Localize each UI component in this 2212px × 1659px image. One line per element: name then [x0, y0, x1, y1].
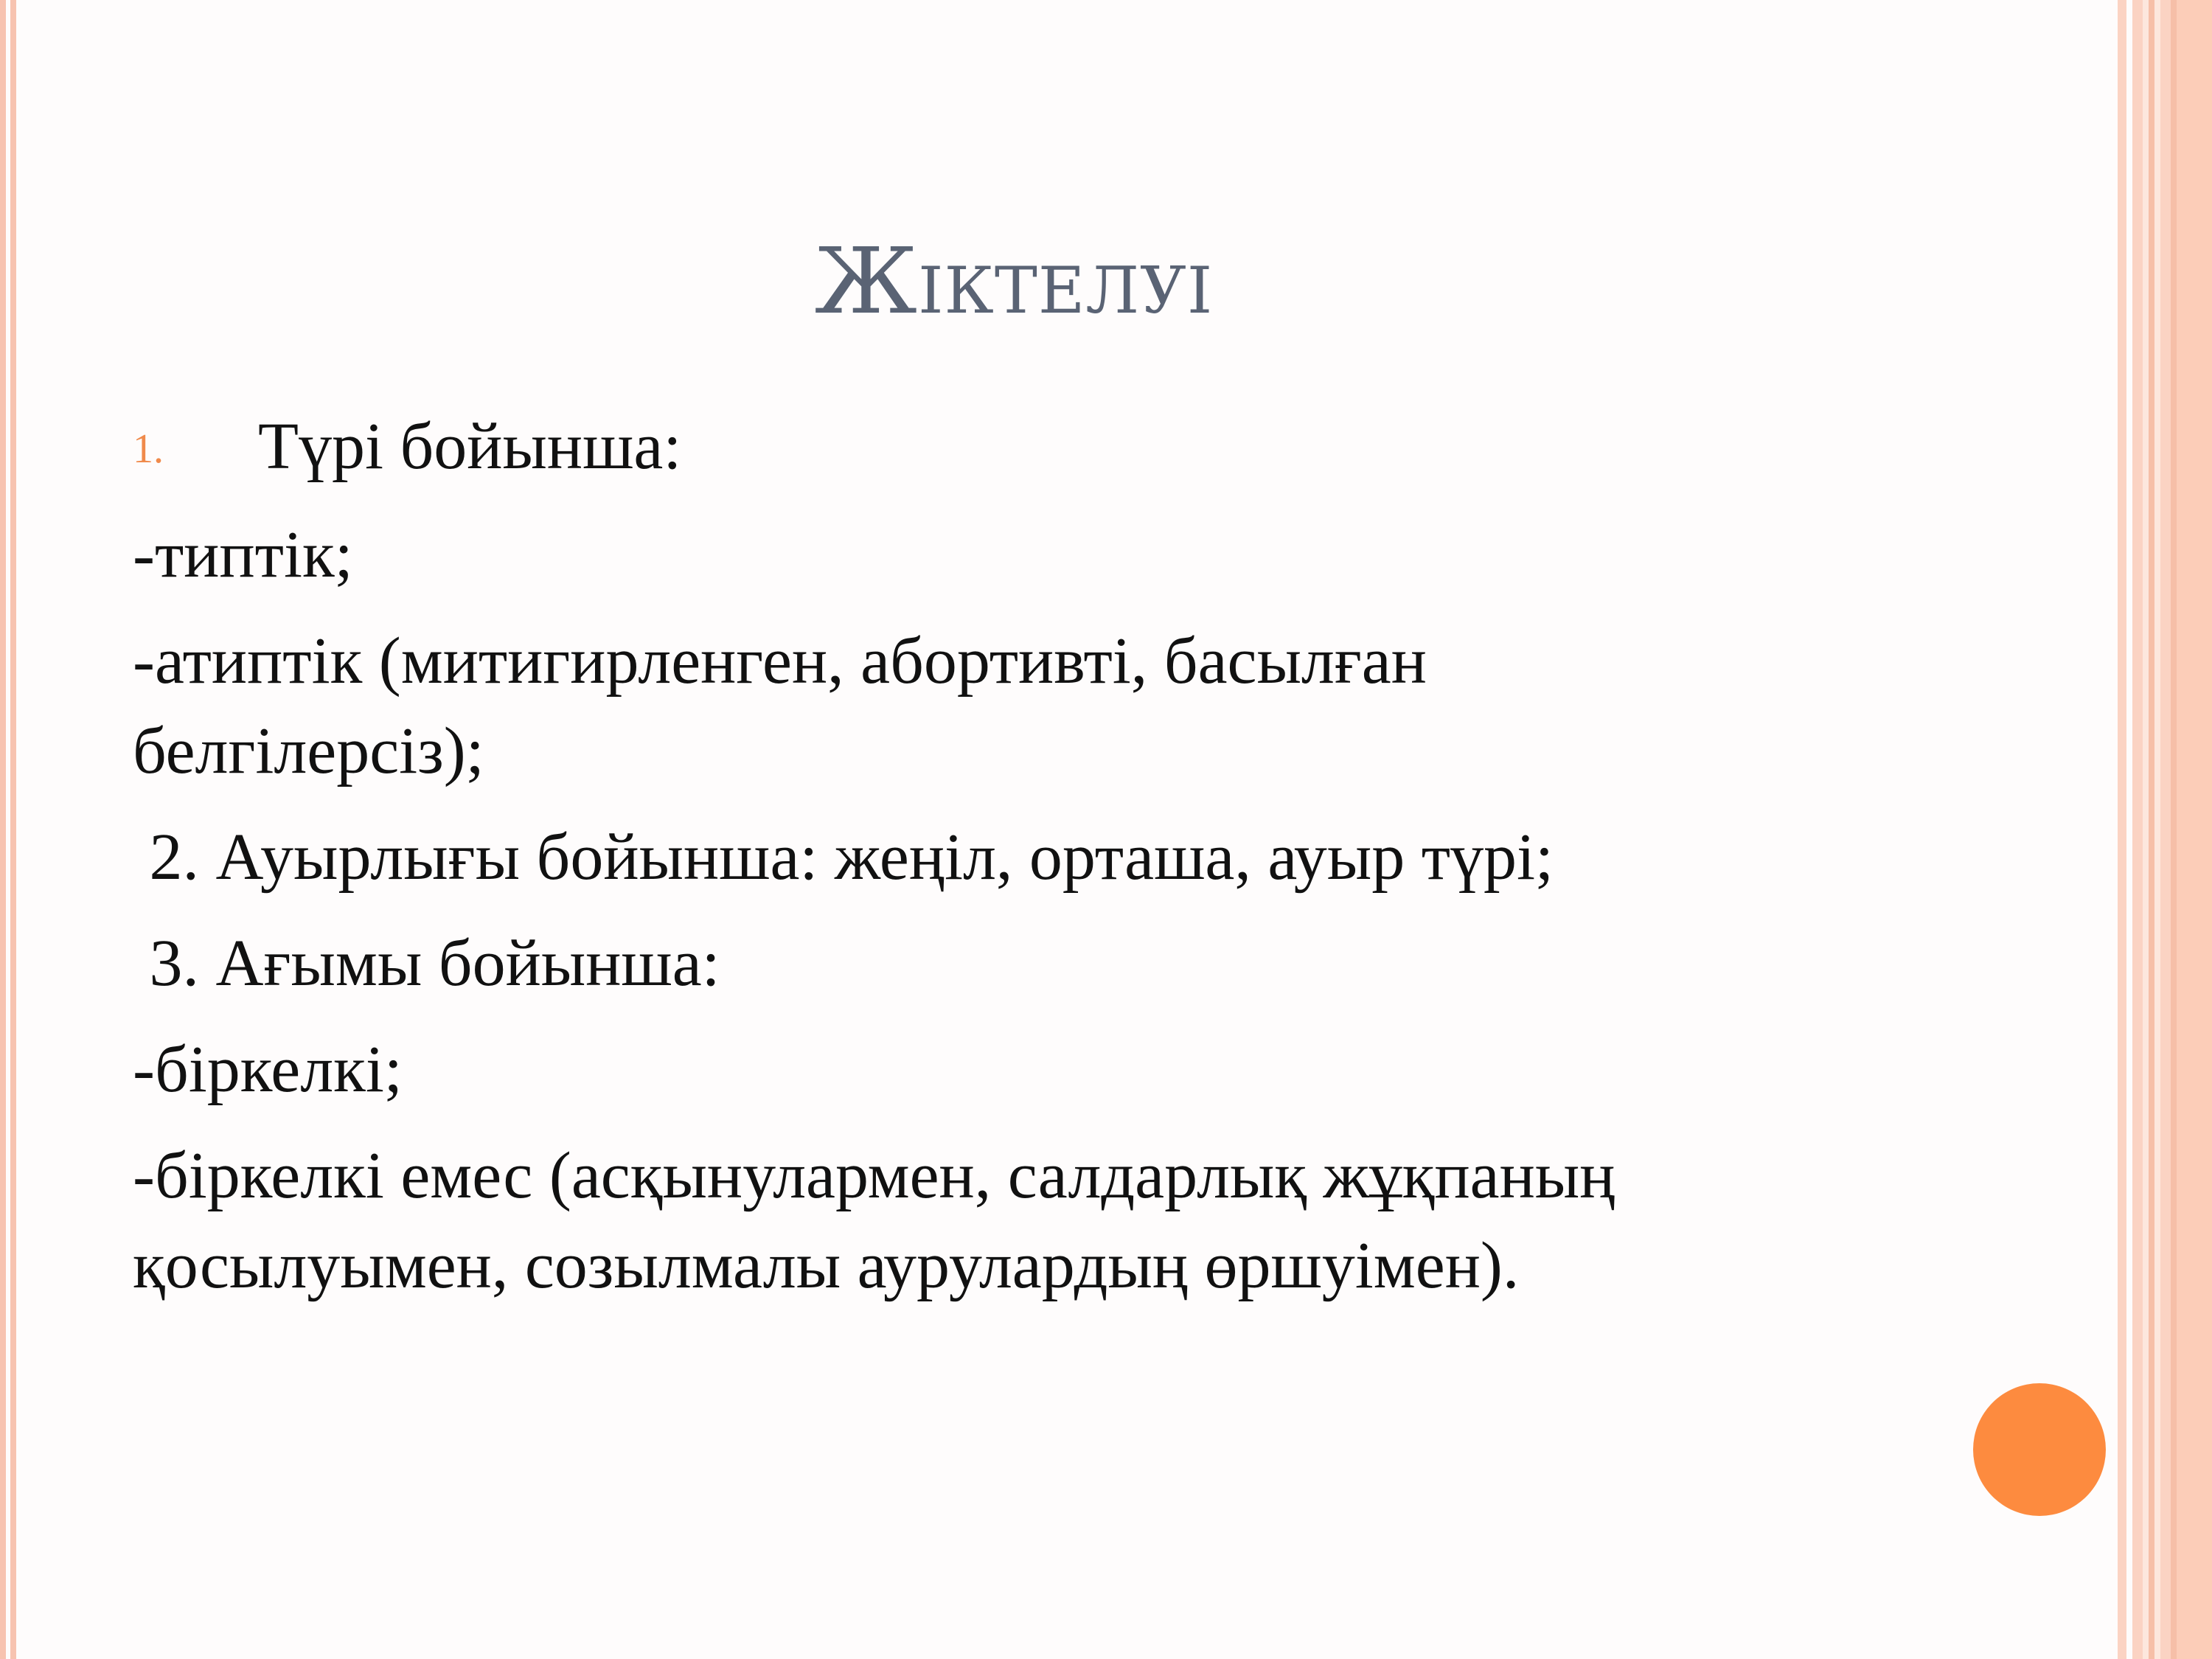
slide-title: Жіктелуі [814, 229, 1214, 335]
decorative-circle [1973, 1383, 2106, 1516]
right-border-stripe [2118, 0, 2126, 1659]
right-border-stripe [2171, 0, 2177, 1659]
list-item: -біркелкі емес (асқынулармен, салдарлық жұқпаның [133, 1139, 1615, 1212]
list-number-marker: 1. [133, 426, 164, 472]
list-item: қосылуымен, созылмалы аурулардың өршуімен). [133, 1229, 1520, 1302]
right-border-stripe [2132, 0, 2143, 1659]
list-item [133, 402, 1976, 494]
list-item: -типтік; [133, 518, 353, 591]
list-item: -атиптік (митигирленген, абортивті, басылған [133, 625, 1427, 698]
list-item: -біркелкі; [133, 1033, 403, 1106]
right-border-stripe [2154, 0, 2160, 1659]
slide-body [133, 402, 1976, 1311]
right-border-stripe [2149, 0, 2154, 1659]
list-item-text: Түрі бойынша: [258, 410, 682, 483]
right-border-stripe [2160, 0, 2171, 1659]
list-item: 3. Ағымы бойынша: [133, 927, 720, 1000]
list-item: 2. Ауырлығы бойынша: жеңіл, орташа, ауыр түрі; [133, 821, 1554, 894]
list-item: белгілерсіз); [133, 714, 484, 787]
right-border-stripe [2177, 0, 2212, 1659]
right-border-stripe [2143, 0, 2149, 1659]
